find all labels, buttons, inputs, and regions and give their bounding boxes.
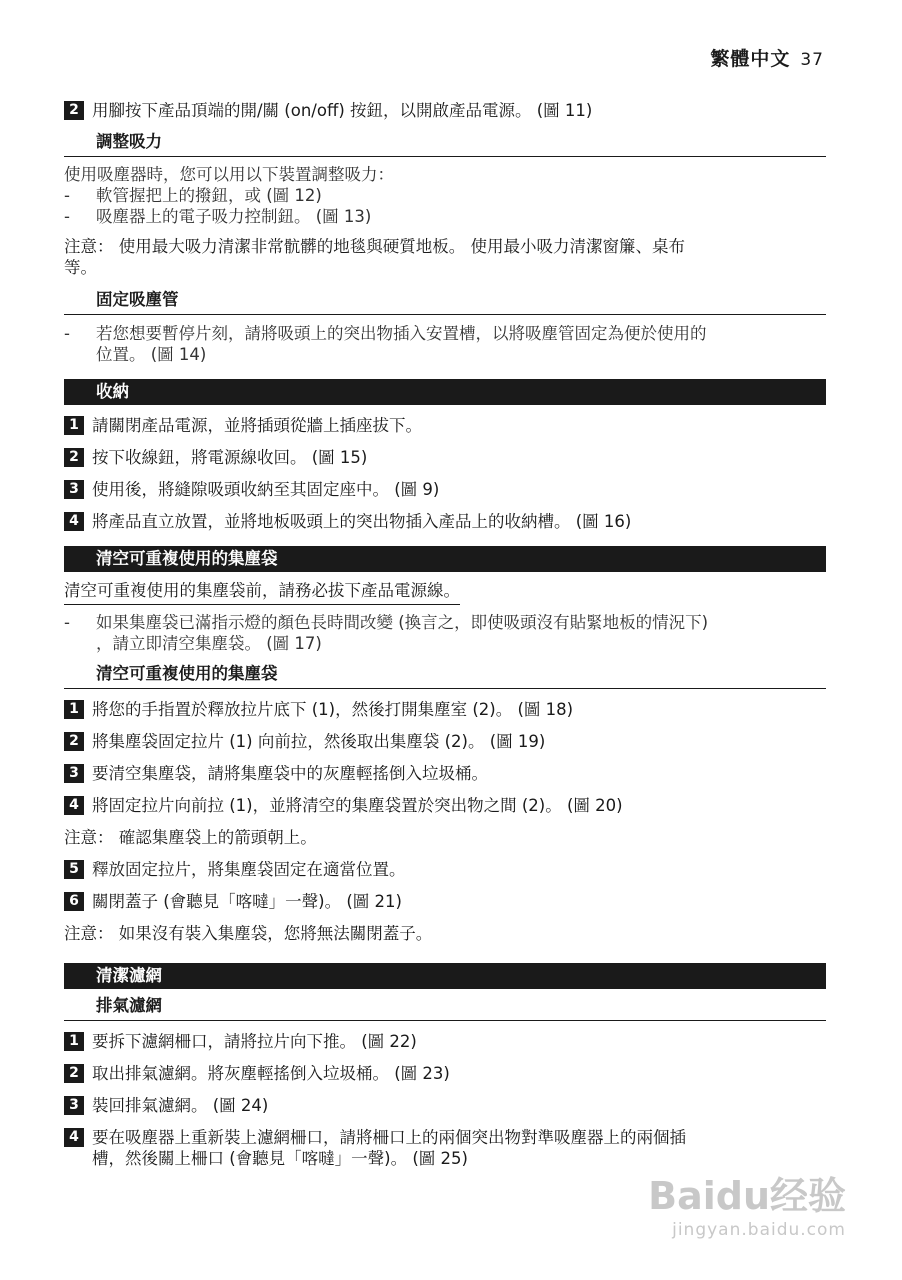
step-text: 將您的手指置於釋放拉片底下 (1)，然後打開集塵室 (2)。 (圖 18) <box>92 700 574 719</box>
suction-intro: 使用吸塵器時，您可以用以下裝置調整吸力： <box>64 165 394 184</box>
step-number: 4 <box>64 796 84 815</box>
note-line-1: 注意： 使用最大吸力清潔非常骯髒的地毯與硬質地板。 使用最小吸力清潔窗簾、桌布 <box>64 237 685 256</box>
subheading-exhaust-filter: 排氣濾網 <box>64 995 826 1021</box>
bullet-line-1: 如果集塵袋已滿指示燈的顏色長時間改變 (換言之，即使吸頭沒有貼緊地板的情況下) <box>96 613 709 632</box>
step-number: 1 <box>64 700 84 719</box>
subheading-empty-bag: 清空可重複使用的集塵袋 <box>64 663 826 689</box>
step-text: 將固定拉片向前拉 (1)，並將清空的集塵袋置於突出物之間 (2)。 (圖 20) <box>92 796 623 815</box>
storage-step-3 <box>64 479 826 500</box>
filter-step-1 <box>64 1031 826 1052</box>
section-storage: 收納 <box>64 379 826 405</box>
step-power-on <box>64 100 826 121</box>
suction-bullet-2: - 吸塵器上的電子吸力控制鈕。 (圖 13) <box>64 207 372 226</box>
page-number: 37 <box>800 50 824 70</box>
step-text: 要拆下濾網柵口，請將拉片向下推。 (圖 22) <box>92 1032 417 1051</box>
page-header <box>710 44 824 71</box>
step-text: 按下收線鈕，將電源線收回。 (圖 15) <box>92 448 368 467</box>
empty-bag-warning: 清空可重複使用的集塵袋前，請務必拔下產品電源線。 <box>64 580 460 605</box>
empty-bag-step-5 <box>64 859 826 880</box>
subheading-suction: 調整吸力 <box>64 131 826 157</box>
empty-bag-note-1: 注意： 確認集塵袋上的箭頭朝上。 <box>64 828 317 847</box>
watermark-url: jingyan.baidu.com <box>672 1220 846 1240</box>
section-filters: 清潔濾網 <box>64 963 826 989</box>
empty-bag-step-6 <box>64 891 826 912</box>
step-number: 2 <box>64 1064 84 1083</box>
suction-note <box>64 236 826 278</box>
step-line-2: 槽，然後關上柵口 (會聽見「喀噠」一聲)。 (圖 25) <box>92 1149 468 1168</box>
step-text: 請關閉產品電源，並將插頭從牆上插座拔下。 <box>92 416 422 435</box>
bullet-text: 吸塵器上的電子吸力控制鈕。 (圖 13) <box>96 207 372 226</box>
step-number: 2 <box>64 448 84 467</box>
step-text: 使用後，將縫隙吸頭收納至其固定座中。 (圖 9) <box>92 480 440 499</box>
bullet-line-2: ，請立即清空集塵袋。 (圖 17) <box>96 634 322 653</box>
watermark <box>648 1165 846 1240</box>
parking-bullet: - 若您想要暫停片刻，請將吸頭上的突出物插入安置槽，以將吸塵管固定為便於使用的 位置。 (圖 14) <box>64 324 707 364</box>
step-text: 要清空集塵袋，請將集塵袋中的灰塵輕搖倒入垃圾桶。 <box>92 764 488 783</box>
section-empty-bag: 清空可重複使用的集塵袋 <box>64 546 826 572</box>
step-number: 2 <box>64 732 84 751</box>
bullet-text <box>96 323 707 365</box>
bullet-text: 軟管握把上的撥鈕，或 (圖 12) <box>96 186 322 205</box>
step-text: 將集塵袋固定拉片 (1) 向前拉，然後取出集塵袋 (2)。 (圖 19) <box>92 732 546 751</box>
step-text: 關閉蓋子 (會聽見「喀噠」一聲)。 (圖 21) <box>92 892 402 911</box>
storage-step-1 <box>64 415 826 436</box>
step-number: 6 <box>64 892 84 911</box>
step-number: 3 <box>64 764 84 783</box>
step-number: 4 <box>64 1128 84 1147</box>
filter-step-2 <box>64 1063 826 1084</box>
step-line-1: 要在吸塵器上重新裝上濾網柵口，請將柵口上的兩個突出物對準吸塵器上的兩個插 <box>92 1128 686 1147</box>
empty-bag-step-2 <box>64 731 826 752</box>
step-number: 2 <box>64 101 84 120</box>
step-text: 將產品直立放置，並將地板吸頭上的突出物插入產品上的收納槽。 (圖 16) <box>92 512 632 531</box>
step-number: 3 <box>64 480 84 499</box>
note-line-2: 等。 <box>64 258 97 277</box>
step-text: 釋放固定拉片，將集塵袋固定在適當位置。 <box>92 860 406 879</box>
step-number: 5 <box>64 860 84 879</box>
bullet-line-2: 位置。 (圖 14) <box>96 345 207 364</box>
step-number: 4 <box>64 512 84 531</box>
empty-bag-warning-wrap <box>64 580 826 605</box>
step-number: 3 <box>64 1096 84 1115</box>
step-number: 1 <box>64 1032 84 1051</box>
filter-step-3 <box>64 1095 826 1116</box>
storage-step-4 <box>64 511 826 532</box>
header-language: 繁體中文 <box>710 48 791 70</box>
step-text: 裝回排氣濾網。 (圖 24) <box>92 1096 269 1115</box>
filter-step-4 <box>64 1127 826 1169</box>
empty-bag-note-2: 注意： 如果沒有裝入集塵袋，您將無法關閉蓋子。 <box>64 924 433 943</box>
step-text: 用腳按下產品頂端的開/關 (on/off) 按鈕，以開啟產品電源。 (圖 11) <box>92 101 593 120</box>
bullet-text <box>96 612 708 654</box>
document-content <box>64 96 826 1169</box>
empty-bag-step-4 <box>64 795 826 816</box>
empty-bag-step-3 <box>64 763 826 784</box>
storage-step-2 <box>64 447 826 468</box>
bullet-line-1: 若您想要暫停片刻，請將吸頭上的突出物插入安置槽，以將吸塵管固定為便於使用的 <box>96 324 707 343</box>
step-text <box>92 1127 686 1169</box>
step-text: 取出排氣濾網。將灰塵輕搖倒入垃圾桶。 (圖 23) <box>92 1064 450 1083</box>
step-number: 1 <box>64 416 84 435</box>
empty-bag-bullet: - 如果集塵袋已滿指示燈的顏色長時間改變 (換言之，即使吸頭沒有貼緊地板的情況下) ，請立即清空集塵袋。 (圖 17) <box>64 613 709 653</box>
watermark-logo: Baidu经验 <box>648 1174 846 1218</box>
suction-bullet-1: - 軟管握把上的撥鈕，或 (圖 12) <box>64 186 322 205</box>
empty-bag-step-1 <box>64 699 826 720</box>
subheading-parking: 固定吸塵管 <box>64 289 826 315</box>
